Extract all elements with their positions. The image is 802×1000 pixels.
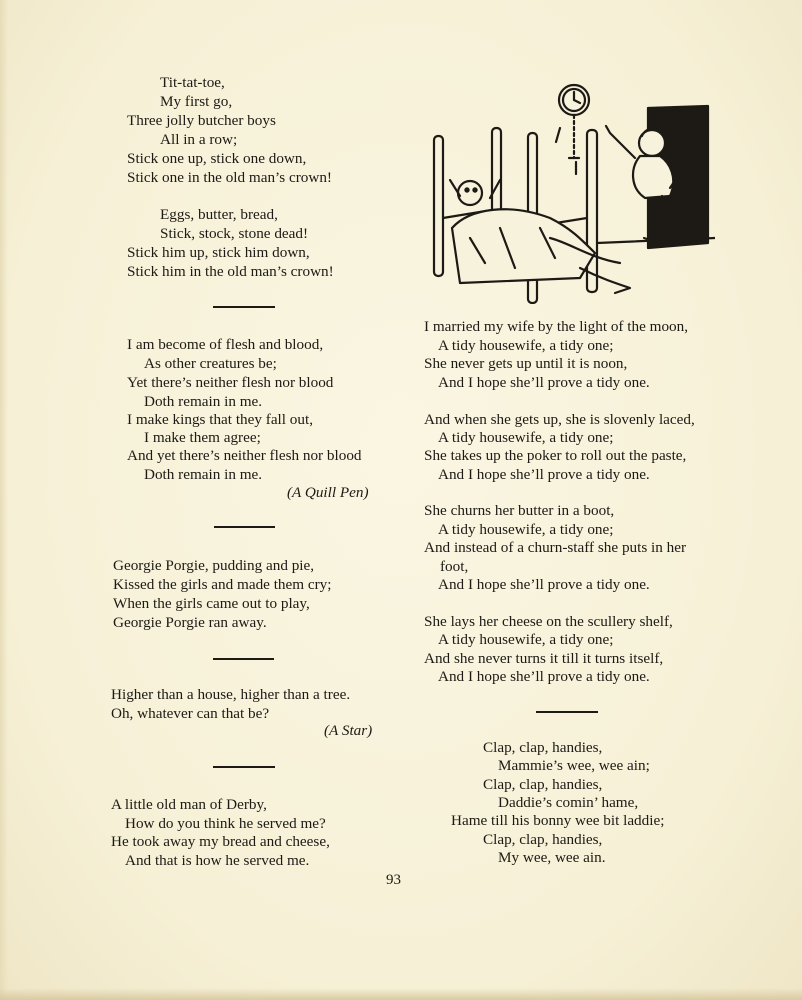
riddle-answer: (A Quill Pen) [287, 484, 369, 501]
poem-line: Georgie Porgie, pudding and pie, [113, 557, 315, 574]
poem-line: Stick one in the old man’s crown! [127, 169, 332, 186]
poem-line: I make kings that they fall out, [127, 411, 314, 428]
poem-line: Clap, clap, handies, [483, 776, 603, 793]
poem-line: Eggs, butter, bread, [160, 206, 278, 223]
poem-line: And that is how he served me. [125, 852, 310, 869]
poem-line: I married my wife by the light of the moon, [424, 318, 689, 335]
poem-line: How do you think he served me? [125, 815, 326, 832]
poem-line: A tidy housewife, a tidy one; [438, 337, 614, 354]
poem-line: My wee, wee ain. [498, 849, 606, 866]
page-edge-shadow [0, 0, 8, 1000]
poem-line: Hame till his bonny wee bit laddie; [451, 812, 665, 829]
poem-line: Mammie’s wee, wee ain; [498, 757, 650, 774]
poem-line: And she never turns it till it turns itself, [424, 650, 664, 667]
poem-line: She lays her cheese on the scullery shelf, [424, 613, 673, 630]
poem-line: Doth remain in me. [144, 466, 263, 483]
poem-line: All in a row; [160, 131, 238, 148]
poem-line: She never gets up until it is noon, [424, 355, 628, 372]
poem-line: Tit-tat-toe, [160, 74, 225, 91]
poem-line: Stick him up, stick him down, [127, 244, 310, 261]
poem-line: Georgie Porgie ran away. [113, 614, 267, 631]
section-divider [536, 711, 598, 713]
poem-line: When the girls came out to play, [113, 595, 310, 612]
section-divider [214, 526, 275, 528]
poem-line: Stick him in the old man’s crown! [127, 263, 334, 280]
poem-line: Stick one up, stick one down, [127, 150, 307, 167]
section-divider [213, 306, 275, 308]
poem-line: And I hope she’ll prove a tidy one. [438, 466, 650, 483]
poem-line: I make them agree; [144, 429, 261, 446]
poem-line: foot, [440, 558, 469, 575]
poem-line: Kissed the girls and made them cry; [113, 576, 332, 593]
bed-clock-woman-icon [430, 78, 715, 304]
poem-line: And I hope she’ll prove a tidy one. [438, 668, 650, 685]
poem-line: Higher than a house, higher than a tree. [111, 686, 351, 703]
poem-line: Stick, stock, stone dead! [160, 225, 309, 242]
poem-line: A tidy housewife, a tidy one; [438, 631, 614, 648]
poem-line: I am become of flesh and blood, [127, 336, 324, 353]
poem-line: Clap, clap, handies, [483, 831, 603, 848]
section-divider [213, 766, 275, 768]
poem-line: A tidy housewife, a tidy one; [438, 521, 614, 538]
poem-line: Three jolly butcher boys [127, 112, 276, 129]
poem-line: Clap, clap, handies, [483, 739, 603, 756]
poem-line: Yet there’s neither flesh nor blood [127, 374, 334, 391]
poem-line: She churns her butter in a boot, [424, 502, 615, 519]
poem-line: A little old man of Derby, [111, 796, 267, 813]
poem-line: Oh, whatever can that be? [111, 705, 270, 722]
poem-line: And I hope she’ll prove a tidy one. [438, 374, 650, 391]
page-number: 93 [386, 872, 401, 888]
poem-line: As other creatures be; [144, 355, 277, 372]
page-bottom-shadow [0, 988, 802, 1000]
riddle-answer: (A Star) [324, 722, 373, 739]
poem-line: And instead of a churn-staff she puts in her [424, 539, 687, 556]
poem-line: And yet there’s neither flesh nor blood [127, 447, 362, 464]
poem-line: He took away my bread and cheese, [111, 833, 330, 850]
poem-line: And I hope she’ll prove a tidy one. [438, 576, 650, 593]
poem-line: She takes up the poker to roll out the paste, [424, 447, 687, 464]
section-divider [213, 658, 274, 660]
poem-line: A tidy housewife, a tidy one; [438, 429, 614, 446]
poem-line: My first go, [160, 93, 233, 110]
poem-line: Daddie’s comin’ hame, [498, 794, 639, 811]
poem-line: Doth remain in me. [144, 393, 263, 410]
poem-line: And when she gets up, she is slovenly laced, [424, 411, 695, 428]
